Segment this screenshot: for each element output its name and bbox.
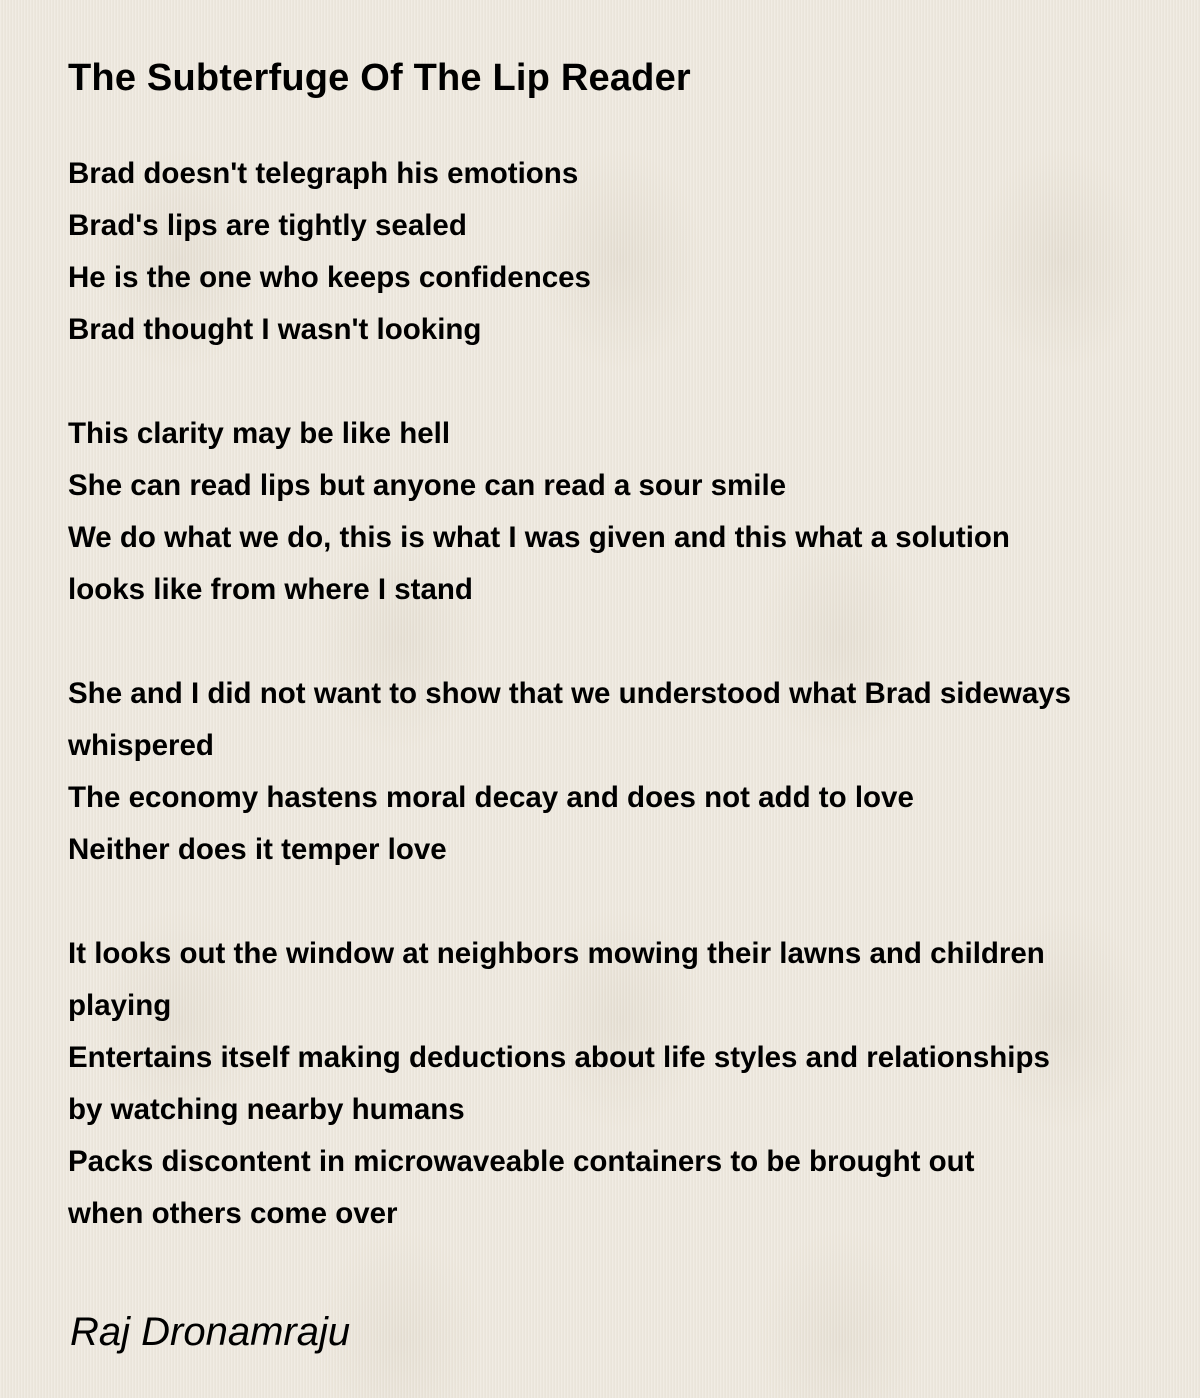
poem-line: It looks out the window at neighbors mowing their lawns and children <box>68 937 1045 970</box>
poem-body <box>68 148 1188 1240</box>
poem-line: Neither does it temper love <box>68 833 447 866</box>
stanza-4 <box>68 928 1188 1240</box>
poem-line: by watching nearby humans <box>68 1093 465 1126</box>
poem-line: playing <box>68 989 172 1022</box>
poem-line: Brad doesn't telegraph his emotions <box>68 157 579 190</box>
stanza-1 <box>68 148 1188 356</box>
poem-author: Raj Dronamraju <box>70 1310 351 1354</box>
poem-line: We do what we do, this is what I was given and this what a solution <box>68 521 1010 554</box>
poem-line: Packs discontent in microwaveable containers to be brought out <box>68 1145 975 1178</box>
poem-line: when others come over <box>68 1197 398 1230</box>
poem-line: Brad thought I wasn't looking <box>68 313 482 346</box>
poem-line: looks like from where I stand <box>68 573 473 606</box>
poem-card <box>68 52 1188 1358</box>
poem-line: Brad's lips are tightly sealed <box>68 209 467 242</box>
poem-line: This clarity may be like hell <box>68 417 451 450</box>
poem-line: He is the one who keeps confidences <box>68 261 591 294</box>
poem-line: She can read lips but anyone can read a sour smile <box>68 469 787 502</box>
poem-title: The Subterfuge Of The Lip Reader <box>68 57 691 99</box>
poem-line: Entertains itself making deductions about life styles and relationships <box>68 1041 1050 1074</box>
poem-line: She and I did not want to show that we understood what Brad sideways <box>68 677 1072 710</box>
stanza-3 <box>68 668 1188 876</box>
poem-line: whispered <box>68 729 214 762</box>
stanza-2 <box>68 408 1188 616</box>
poem-line: The economy hastens moral decay and does not add to love <box>68 781 914 814</box>
